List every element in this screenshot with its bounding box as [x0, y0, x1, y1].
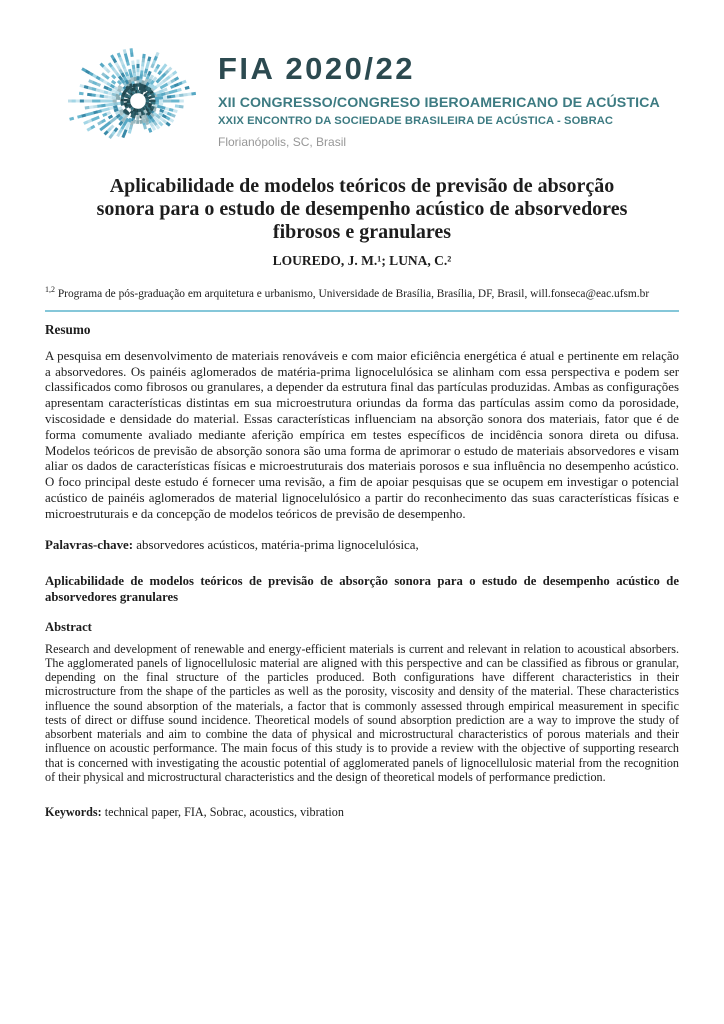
- header-divider-rule: [45, 310, 679, 312]
- paper-title-line-3: fibrosos e granulares: [272, 221, 452, 243]
- paper-content: [0, 175, 724, 820]
- palavras-chave-line: [45, 538, 679, 553]
- conference-location: Florianópolis, SC, Brasil: [218, 135, 347, 149]
- conference-header: [68, 42, 724, 156]
- conference-header-text: [218, 42, 660, 149]
- fia-spiral-logo: [68, 42, 204, 156]
- resumo-heading: Resumo: [45, 321, 91, 337]
- keywords-line: [45, 805, 679, 820]
- palavras-chave-text: absorvedores acústicos, matéria-prima lignocelulósica,: [133, 537, 419, 552]
- spiral-shell-icon: [68, 42, 204, 156]
- conference-subtitle-2: XXIX ENCONTRO DA SOCIEDADE BRASILEIRA DE ACÚSTICA - SOBRAC: [218, 115, 614, 127]
- affiliation-line: [45, 285, 679, 300]
- secondary-title: Aplicabilidade de modelos teóricos de previsão de absorção sonora para o estudo de desempenho acústico de absorvedores granulares: [45, 573, 679, 605]
- paper-title-line-2: sonora para o estudo de desempenho acústico de absorvedores: [96, 198, 628, 220]
- palavras-chave-label: Palavras-chave:: [45, 537, 134, 552]
- keywords-label: Keywords:: [45, 805, 102, 820]
- authors-line: LOUREDO, J. M.¹; LUNA, C.²: [272, 253, 452, 268]
- paper-title-line-1: Aplicabilidade de modelos teóricos de previsão de absorção: [109, 175, 615, 197]
- resumo-paragraph: A pesquisa em desenvolvimento de materiais renováveis e com maior eficiência energética é atual e pertinente em relação a absorvedores. Os painéis aglomerados de matéria-prima lignocelulósica se alinham com essa perspectiva e podem ser classificados como fibrosos ou granulares, a depender da estrutura final das partículas produzidas. Ambas as configurações apresentam características distintas em sua microestrutura oriundas da forma das partículas assim como da porosidade, viscosidade e densidade do material. Essas características influenciam na absorção sonora dos materiais, fator que é de forma comumente avaliado mediante aferição empírica em testes específicos de incidência sonora direta ou difusa. Modelos teóricos de previsão de absorção sonora são uma forma de aprimorar o estudo de materiais absorvedores e visam aliar os dados de características físicas e microestruturais dos materiais porosos e sua influência no desempenho acústico. O foco principal deste estudo é fornecer uma revisão, a fim de apoiar pesquisas que se ocupem em investigar o potencial acústico de painéis aglomerados de material lignocelulósico a partir do reconhecimento das suas características físicas e microestruturais e da concepção de modelos teóricos de previsão de desempenho.: [45, 348, 679, 521]
- keywords-text: technical paper, FIA, Sobrac, acoustics, vibration: [101, 805, 344, 820]
- abstract-heading: Abstract: [45, 619, 92, 634]
- affiliation-superscript: 1,2: [45, 285, 55, 294]
- conference-title: FIA 2020/22: [218, 51, 415, 86]
- paper-title: [45, 175, 679, 244]
- conference-subtitle-1: XII CONGRESSO/CONGRESO IBEROAMERICANO DE ACÚSTICA: [218, 95, 660, 111]
- affiliation-text: Programa de pós-graduação em arquitetura e urbanismo, Universidade de Brasília, Brasília, DF, Brasil, will.fonseca@eac.ufsm.br: [55, 287, 650, 300]
- abstract-paragraph: Research and development of renewable and energy-efficient materials is current and relevant in relation to acoustical absorbers. The agglomerated panels of lignocellulosic material are aligned with this perspective and can be classified as fibrous or granular, depending on the final structure of the particles produced. Both configurations have different characteristics in their microstructure from the shape of the particles as well as the porosity, viscosity and density of the material. These characteristics influence the sound absorption of the materials, a factor that is commonly assessed through empirical measurement in specific tests of direct or diffuse sound incidence. Theoretical models of sound absorption prediction are a way to improve the study of absorbent materials and aim to combine the data of physical and microstructural characteristics of porous materials and their influence on acoustic performance. The main focus of this study is to provide a review with the objective of supporting research that is concerned with investigating the acoustic potential of agglomerated panels of lignocellulosic material from the recognition of their physical and microstructural characteristics and the design of theoretical models of performance prediction.: [45, 641, 679, 784]
